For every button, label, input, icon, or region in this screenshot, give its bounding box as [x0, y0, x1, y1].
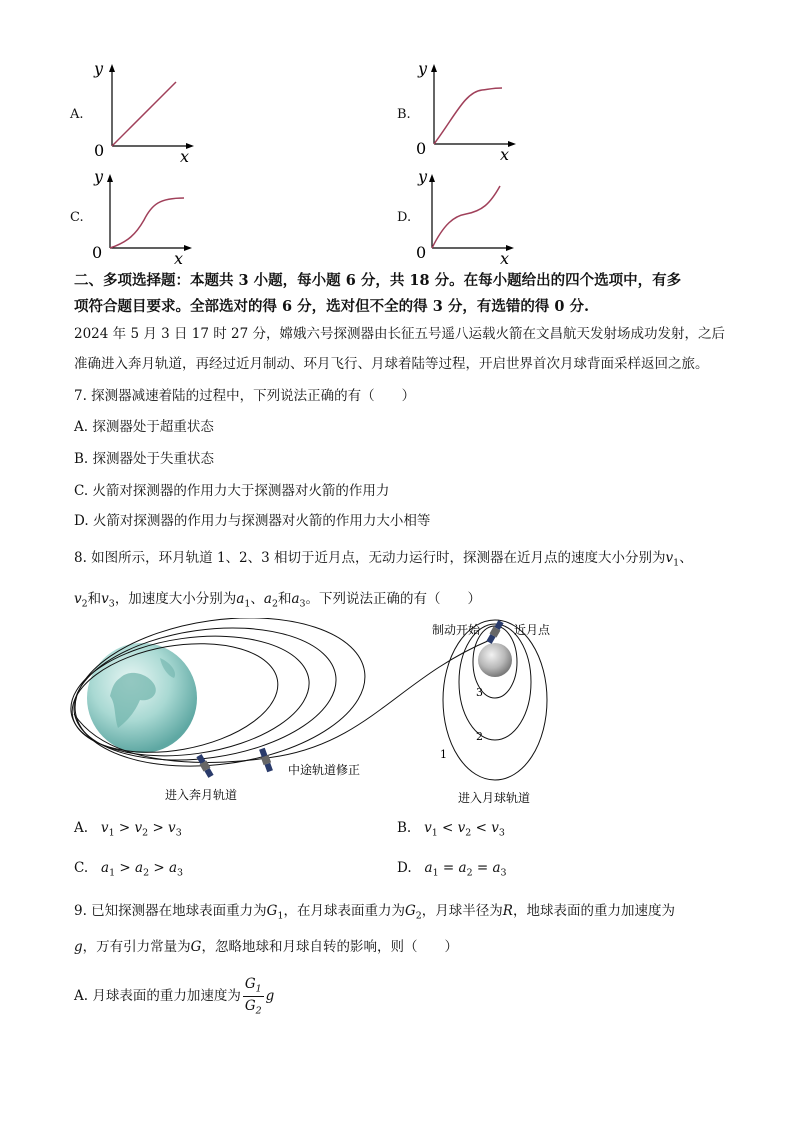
label-brake-start: 制动开始 — [432, 623, 481, 637]
x-axis-label: x — [180, 147, 190, 166]
curve-c — [110, 198, 184, 248]
q9-option-a: A. 月球表面的重力加速度为 $\frac{G_1}{G_2}$ g — [74, 976, 275, 1017]
q7-option-a: A. 探测器处于超重状态 — [74, 419, 214, 435]
y-axis-label: y — [418, 59, 428, 78]
x-axis-label: x — [174, 249, 184, 266]
option-label: D. — [397, 210, 412, 225]
label-orbit-1: 1 — [440, 748, 447, 761]
q9-stem-line2: g，万有引力常量为G，忽略地球和月球自转的影响，则（ ） — [74, 939, 458, 955]
x-arrow-icon — [184, 245, 192, 251]
origin-label: 0 — [92, 243, 103, 262]
probe-icon — [258, 747, 274, 772]
q8-stem-line1: 8. 如图所示，环月轨道 1、2、3 相切于近月点，无动力运行时，探测器在近月点的速度大小分别为$v_1$、 — [74, 550, 693, 569]
curve-d — [432, 186, 500, 248]
y-axis-label: y — [418, 167, 428, 186]
q7-option-c: C. 火箭对探测器的作用力大于探测器对火箭的作用力 — [74, 483, 390, 499]
label-orbit-3: 3 — [476, 686, 483, 699]
y-axis-label: y — [94, 167, 104, 186]
q8-option-b: B. $v_1 < v_2 < v_3$ — [397, 820, 505, 839]
x-arrow-icon — [508, 141, 516, 147]
graph-b-svg — [410, 56, 530, 166]
label-perilune: 近月点 — [514, 623, 551, 637]
x-axis-label: x — [500, 145, 510, 164]
probe-icon — [486, 620, 505, 645]
label-enter-transfer: 进入奔月轨道 — [165, 788, 238, 802]
section-heading-line1: 二、多项选择题：本题共 3 小题，每小题 6 分，共 18 分。在每小题给出的四个选项中，有多 — [74, 272, 682, 289]
option-label: C. — [70, 210, 84, 225]
y-arrow-icon — [107, 174, 113, 182]
curve-b — [434, 88, 502, 144]
y-arrow-icon — [429, 174, 435, 182]
graph-c-svg — [88, 164, 208, 266]
section-heading-line2: 项符合题目要求。全部选对的得 6 分，选对但不全的得 3 分，有选错的得 0 分. — [74, 298, 590, 315]
option-label: A. — [70, 107, 84, 122]
q8-stem-text: 8. 如图所示，环月轨道 1、2、3 相切于近月点，无动力运行时，探测器在近月点的速度大小分别为 — [74, 550, 666, 566]
moon — [478, 643, 512, 677]
lunar-orbit-2 — [459, 624, 531, 740]
y-arrow-icon — [109, 64, 115, 72]
label-enter-lunar: 进入月球轨道 — [458, 791, 531, 805]
origin-label: 0 — [94, 141, 105, 160]
fraction: $\frac{G_1}{G_2}$ — [244, 976, 262, 1017]
q7-option-d: D. 火箭对探测器的作用力与探测器对火箭的作用力大小相等 — [74, 513, 431, 529]
orbit-figure — [70, 618, 590, 810]
q8-option-a: A. $v_1 > v_2 > v_3$ — [74, 820, 182, 839]
y-arrow-icon — [431, 64, 437, 72]
q8-option-c: C. $a_1 > a_2 > a_3$ — [74, 860, 184, 879]
origin-label: 0 — [416, 139, 427, 158]
origin-label: 0 — [416, 243, 427, 262]
q8-option-d: D. $a_1 = a_2 = a_3$ — [397, 860, 507, 879]
intro-line2: 准确进入奔月轨道，再经过近月制动、环月飞行、月球着陆等过程，开启世界首次月球背面采样返回之旅。 — [74, 356, 709, 372]
intro-line1: 2024 年 5 月 3 日 17 时 27 分，嫦娥六号探测器由长征五号遥八运载火箭在文昌航天发射场成功发射，之后 — [74, 326, 726, 342]
y-axis-label: y — [94, 59, 104, 78]
curve-a — [112, 82, 176, 146]
q9-stem-line1: 9. 已知探测器在地球表面重力为$G_1$，在月球表面重力为$G_2$，月球半径为R，地球表面的重力加速度为 — [74, 903, 675, 922]
graph-d-svg — [410, 164, 530, 266]
q7-option-b: B. 探测器处于失重状态 — [74, 451, 215, 467]
x-axis-label: x — [500, 249, 510, 266]
label-orbit-2: 2 — [476, 730, 483, 743]
graph-a-svg — [88, 56, 208, 166]
q8-stem-line2: $v_2$和$v_3$，加速度大小分别为$a_1$、$a_2$和$a_3$。下列说法正确的有（ ） — [74, 591, 482, 610]
option-label: B. — [397, 107, 411, 122]
label-midcourse: 中途轨道修正 — [288, 763, 361, 777]
q7-stem: 7. 探测器减速着陆的过程中，下列说法正确的有（ ） — [74, 388, 416, 404]
